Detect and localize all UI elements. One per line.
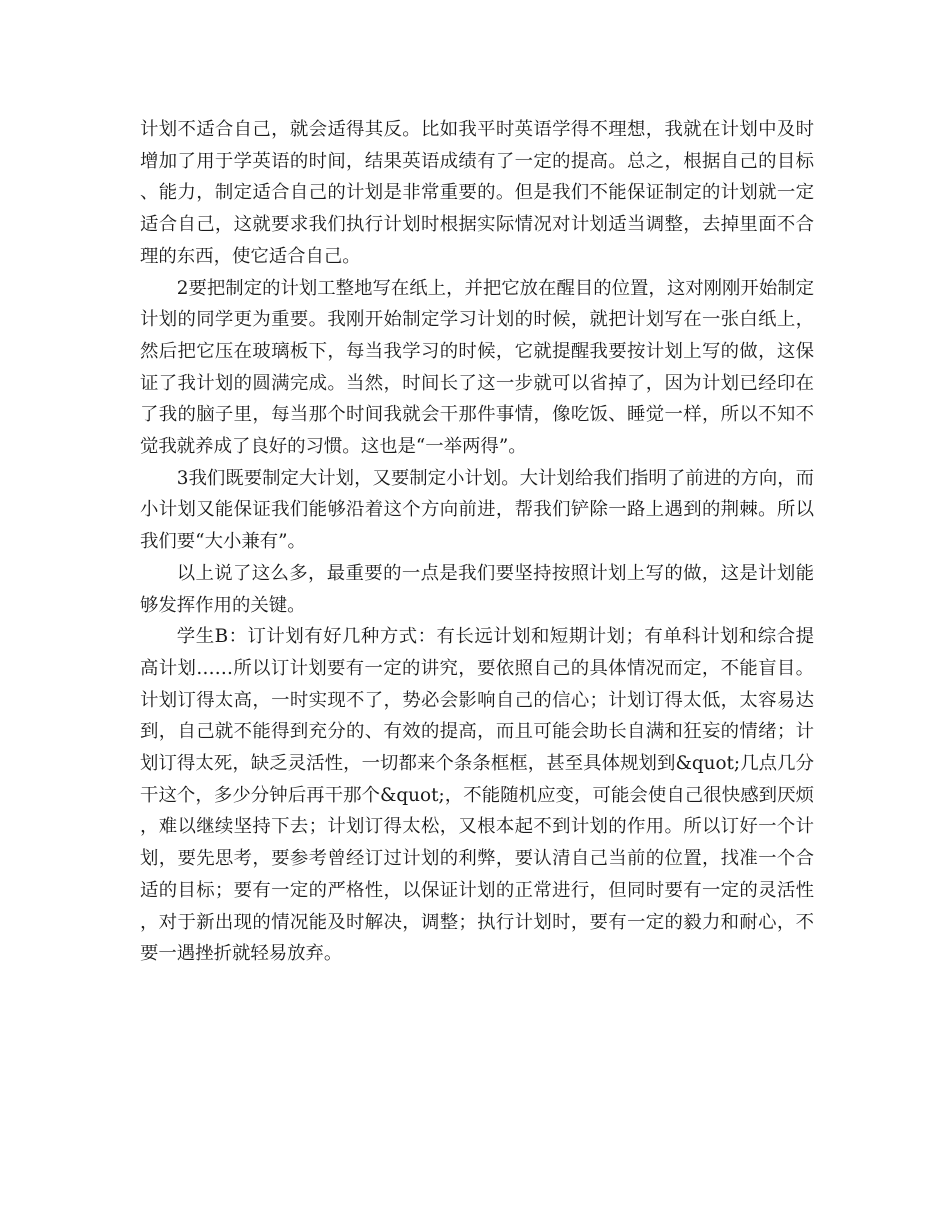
- paragraph-4: 以上说了这么多，最重要的一点是我们要坚持按照计划上写的做，这是计划能够发挥作用的关键。: [140, 562, 814, 616]
- paragraph-5: 学生B：订计划有好几种方式：有长远计划和短期计划；有单科计划和综合提高计划……所以订计划要有一定的讲究，要依照自己的具体情况而定，不能盲目。计划订得太高，一时实现不了，势必会影响自己的信心；计划订得太低，太容易达到，自己就不能得到充分的、有效的提高，而且可能会助长自满和狂妄的情绪；计划订得太死，缺乏灵活性，一切都来个条条框框，甚至具体规划到&quot;几点几分干这个，多少分钟后再干那个&quot;，不能随机应变，可能会使自己很快感到厌烦，难以继续坚持下去；计划订得太松，又根本起不到计划的作用。所以订好一个计划，要先思考，要参考曾经订过计划的利弊，要认清自己当前的位置，找准一个合适的目标；要有一定的严格性，以保证计划的正常进行，但同时要有一定的灵活性，对于新出现的情况能及时解决，调整；执行计划时，要有一定的毅力和耐心，不要一遇挫折就轻易放弃。: [140, 626, 814, 965]
- paragraph-3: 3我们既要制定大计划，又要制定小计划。大计划给我们指明了前进的方向，而小计划又能保证我们能够沿着这个方向前进，帮我们铲除一路上遇到的荆棘。所以我们要“大小兼有”。: [140, 467, 814, 553]
- paragraph-1: 计划不适合自己，就会适得其反。比如我平时英语学得不理想，我就在计划中及时增加了用于学英语的时间，结果英语成绩有了一定的提高。总之，根据自己的目标、能力，制定适合自己的计划是非常重要的。但是我们不能保证制定的计划就一定适合自己，这就要求我们执行计划时根据实际情况对计划适当调整，去掉里面不合理的东西，使它适合自己。: [140, 119, 814, 267]
- document-body: [140, 114, 814, 970]
- paragraph-2: 2要把制定的计划工整地写在纸上，并把它放在醒目的位置，这对刚刚开始制定计划的同学更为重要。我刚开始制定学习计划的时候，就把计划写在一张白纸上，然后把它压在玻璃板下，每当我学习的时候，它就提醒我要按计划上写的做，这保证了我计划的圆满完成。当然，时间长了这一步就可以省掉了，因为计划已经印在了我的脑子里，每当那个时间我就会干那件事情，像吃饭、睡觉一样，所以不知不觉我就养成了良好的习惯。这也是“一举两得”。: [140, 277, 814, 458]
